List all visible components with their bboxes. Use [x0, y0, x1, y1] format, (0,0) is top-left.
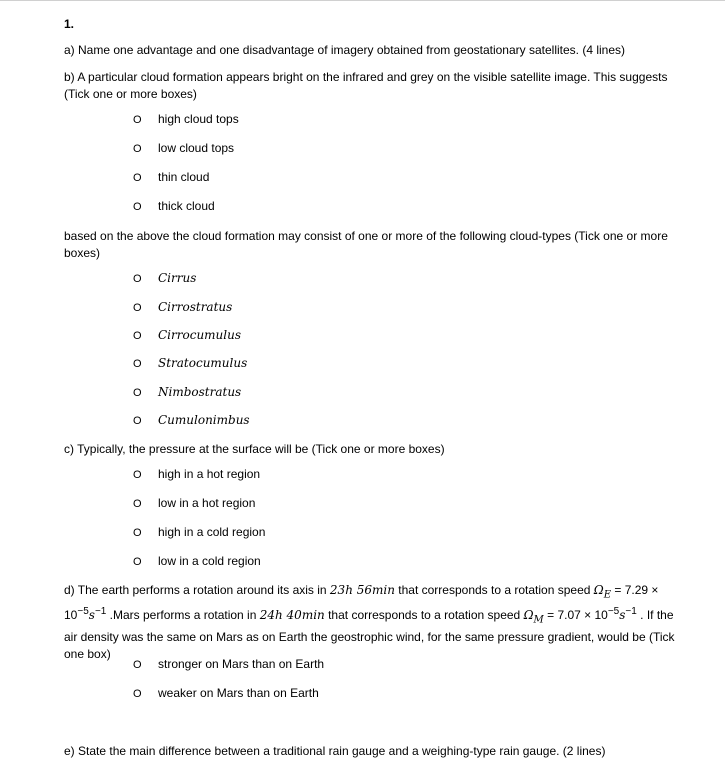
option-low-cloud-tops[interactable]	[133, 140, 234, 157]
checkbox-bullet-icon[interactable]: O	[133, 201, 142, 213]
option-low-cold[interactable]	[133, 553, 261, 570]
option-label: high in a hot region	[158, 467, 261, 481]
option-label: low in a hot region	[158, 496, 256, 510]
earth-rotation-time: 23h 56min	[329, 583, 395, 597]
option-label: weaker on Mars than on Earth	[158, 686, 319, 700]
checkbox-bullet-icon[interactable]: O	[133, 302, 142, 314]
checkbox-bullet-icon[interactable]: O	[133, 556, 142, 568]
checkbox-bullet-icon[interactable]: O	[133, 114, 142, 126]
option-high-cold[interactable]	[133, 524, 265, 541]
omega-symbol: Ω	[523, 608, 534, 623]
option-label: high cloud tops	[158, 112, 239, 126]
exponent: −5	[77, 606, 89, 618]
omega-subscript: M	[533, 614, 544, 626]
option-label: thick cloud	[158, 199, 215, 213]
option-high-cloud-tops[interactable]	[133, 111, 239, 128]
option-label: Cirrus	[158, 271, 197, 285]
option-stronger-mars[interactable]	[133, 656, 324, 673]
part-d-text	[64, 582, 676, 663]
option-high-hot[interactable]	[133, 466, 260, 483]
part-d-text-2: that corresponds to a rotation speed	[394, 583, 594, 597]
checkbox-bullet-icon[interactable]: O	[133, 172, 142, 184]
part-a-text: a) Name one advantage and one disadvantage of imagery obtained from geostationary satellites. (4 lines)	[64, 43, 626, 57]
unit-exponent: −1	[625, 606, 637, 618]
option-cirrocumulus[interactable]	[133, 327, 241, 344]
unit: s	[88, 608, 95, 623]
option-thick-cloud[interactable]	[133, 198, 215, 215]
part-b-followup: based on the above the cloud formation may consist of one or more of the following cloud-types (Tick one or more boxes)	[64, 229, 668, 260]
page-top-border	[0, 0, 725, 1]
question-number: 1.	[64, 17, 75, 31]
omega-subscript: E	[603, 589, 612, 601]
part-d-text-1: d) The earth performs a rotation around its axis in	[64, 583, 330, 597]
option-label: stronger on Mars than on Earth	[158, 657, 325, 671]
option-label: Cumulonimbus	[158, 413, 250, 427]
option-thin-cloud[interactable]	[133, 169, 209, 186]
checkbox-bullet-icon[interactable]: O	[133, 273, 142, 285]
part-c-intro: c) Typically, the pressure at the surface will be (Tick one or more boxes)	[64, 442, 445, 456]
part-e-text: e) State the main difference between a traditional rain gauge and a weighing-type rain gauge. (2 lines)	[64, 744, 606, 758]
option-label: Cirrocumulus	[158, 328, 241, 342]
option-weaker-mars[interactable]	[133, 685, 319, 702]
exponent: −5	[607, 606, 620, 618]
option-label: high in a cold region	[158, 525, 266, 539]
mars-rotation-time: 24h 40min	[259, 608, 325, 623]
option-label: Nimbostratus	[158, 385, 242, 399]
option-label: Cirrostratus	[158, 300, 233, 314]
option-cirrus[interactable]	[133, 270, 196, 287]
part-b-intro: b) A particular cloud formation appears bright on the infrared and grey on the visible satellite image. This suggests (Tick one or more boxes)	[64, 70, 668, 101]
option-low-hot[interactable]	[133, 495, 255, 512]
part-d-text-5: . If the air density was the same on Mars as on Earth the geostrophic wind, for the same pressure gradient, would be (Tick one box)	[64, 608, 675, 661]
checkbox-bullet-icon[interactable]: O	[133, 330, 142, 342]
option-cumulonimbus[interactable]	[133, 412, 250, 429]
checkbox-bullet-icon[interactable]: O	[133, 143, 142, 155]
unit-exponent: −1	[94, 606, 107, 618]
checkbox-bullet-icon[interactable]: O	[133, 387, 142, 399]
option-cirrostratus[interactable]	[133, 299, 232, 316]
mars-rotation-speed: = 7.07 × 10	[543, 608, 608, 623]
part-d-text-4: that corresponds to a rotation speed	[324, 608, 524, 623]
checkbox-bullet-icon[interactable]: O	[133, 469, 142, 481]
option-label: thin cloud	[158, 170, 210, 184]
unit: s	[619, 608, 626, 623]
checkbox-bullet-icon[interactable]: O	[133, 688, 142, 700]
earth-rotation-speed: = 7.29 × 10	[64, 583, 659, 623]
checkbox-bullet-icon[interactable]: O	[133, 659, 142, 671]
checkbox-bullet-icon[interactable]: O	[133, 498, 142, 510]
option-nimbostratus[interactable]	[133, 384, 241, 401]
omega-symbol: Ω	[593, 583, 604, 597]
option-label: low in a cold region	[158, 554, 261, 568]
option-label: Stratocumulus	[158, 356, 248, 370]
checkbox-bullet-icon[interactable]: O	[133, 527, 142, 539]
option-stratocumulus[interactable]	[133, 355, 247, 372]
checkbox-bullet-icon[interactable]: O	[133, 415, 142, 427]
part-d-text-3: .Mars performs a rotation in	[106, 608, 260, 623]
checkbox-bullet-icon[interactable]: O	[133, 358, 142, 370]
option-label: low cloud tops	[158, 141, 235, 155]
